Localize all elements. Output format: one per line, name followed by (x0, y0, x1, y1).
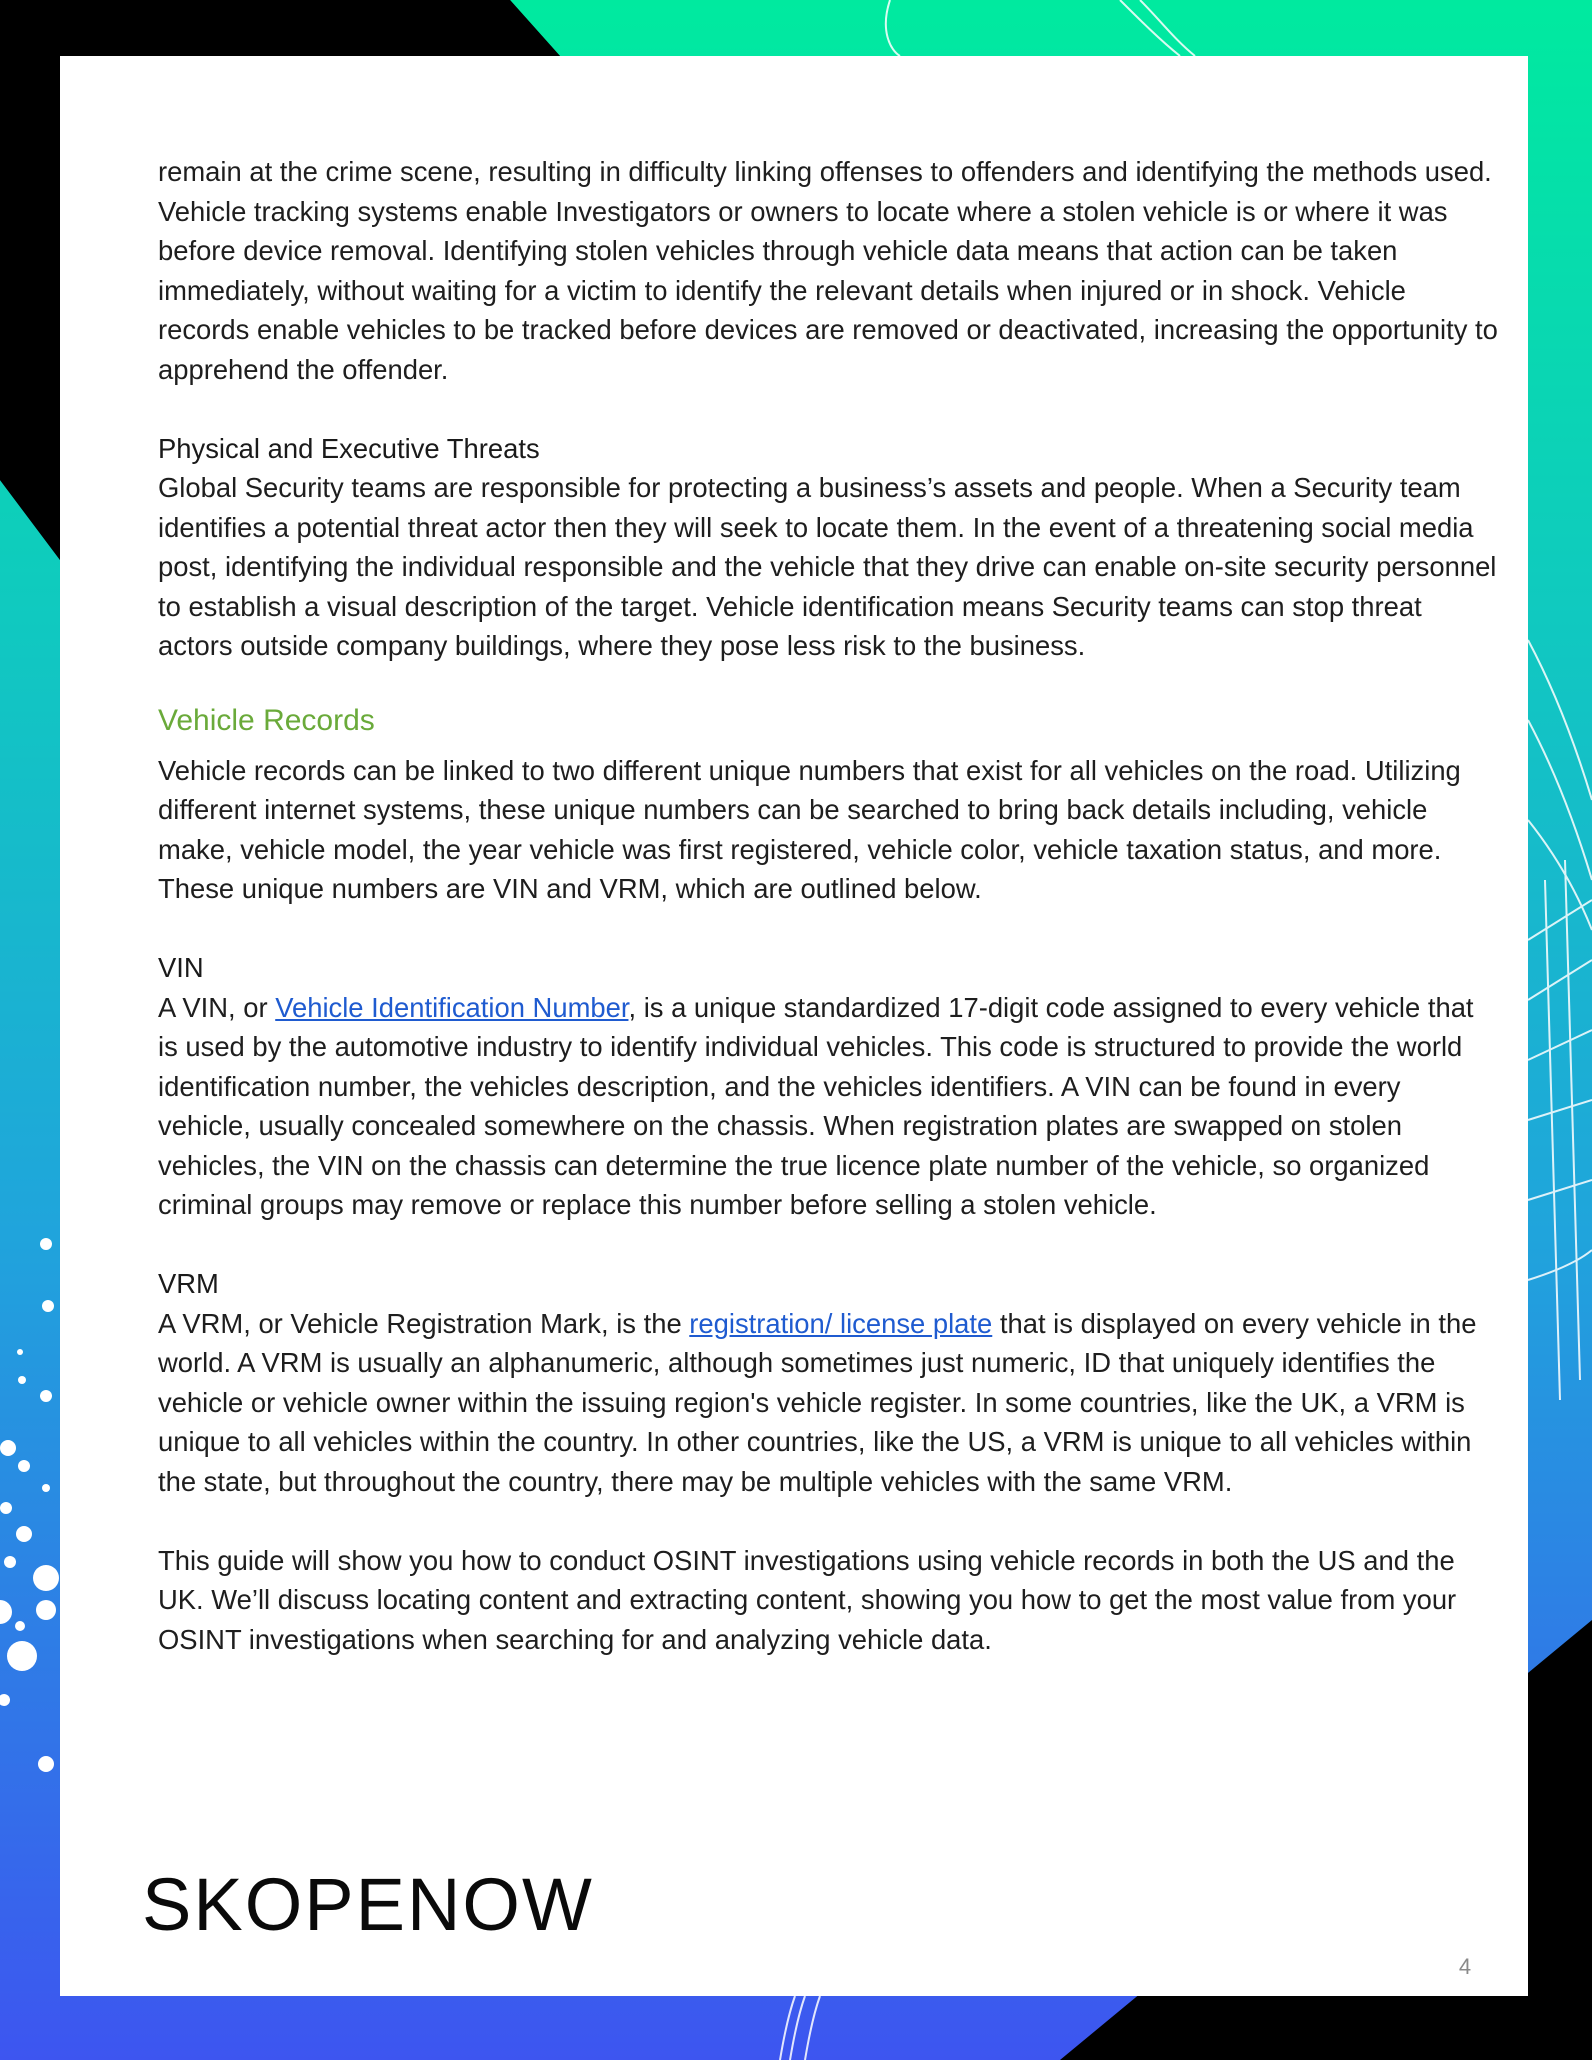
vehicle-records-intro: Vehicle records can be linked to two different unique numbers that exist for all vehicles on the road. Utilizing different internet systems, these unique numbers can be searched to bring back details including, vehicle make, vehicle model, the year vehicle was first registered, vehicle color, vehicle taxation status, and more. These unique numbers are VIN and VRM, which are outlined below. (158, 754, 1461, 904)
vin-prefix: A VIN, or (158, 991, 276, 1023)
vrm-prefix: A VRM, or Vehicle Registration Mark, is the (158, 1307, 690, 1339)
license-plate-link[interactable]: registration/ license plate (689, 1307, 993, 1339)
vrm-body: that is displayed on every vehicle in the world. A VRM is usually an alphanumeric, although sometimes just numeric, ID that uniquely identifies the vehicle or vehicle owner within the issuing region's vehicle register. In some countries, like the UK, a VRM is unique to all vehicles within the country. In other countries, like the US, a VRM is unique to all vehicles within the state, but throughout the country, there may be multiple vehicles with the same VRM. (158, 1307, 1477, 1497)
page-number: 4 (1458, 1954, 1472, 1979)
section-title-vehicle-records: Vehicle Records (158, 703, 375, 737)
vrm-paragraph (158, 1304, 1498, 1502)
closing-paragraph: This guide will show you how to conduct OSINT investigations using vehicle records in both the US and the UK. We’ll discuss locating content and extracting content, showing you how to get the most value from your OSINT investigations when searching for and analyzing vehicle data. (158, 1544, 1457, 1655)
document-page (60, 56, 1528, 1996)
paragraph-crime-scene: remain at the crime scene, resulting in difficulty linking offenses to offenders and identifying the methods used. Vehicle tracking systems enable Investigators or owners to locate where a stolen vehicle is or where it was before device removal. Identifying stolen vehicles through vehicle data means that action can be taken immediately, without waiting for a victim to identify the relevant details when injured or in shock. Vehicle records enable vehicles to be tracked before devices are removed or deactivated, increasing the opportunity to apprehend the offender. (158, 156, 1498, 385)
threats-heading: Physical and Executive Threats (158, 432, 540, 464)
vin-link[interactable]: Vehicle Identification Number (275, 991, 629, 1023)
vrm-heading: VRM (158, 1268, 219, 1299)
document-content (158, 152, 1498, 1659)
vin-heading: VIN (158, 952, 204, 983)
vin-paragraph (158, 988, 1498, 1225)
threats-paragraph: Global Security teams are responsible for protecting a business’s assets and people. When a Security team identifies a potential threat actor then they will seek to locate them. In the event of a threatening social media post, identifying the individual responsible and the vehicle that they drive can enable on-site security personnel to establish a visual description of the target. Vehicle identification means Security teams can stop threat actors outside company buildings, where they pose less risk to the business. (158, 472, 1497, 661)
vin-body: , is a unique standardized 17-digit code assigned to every vehicle that is used by the automotive industry to identify individual vehicles. This code is structured to provide the world identification number, the vehicles description, and the vehicles identifiers. A VIN can be found in every vehicle, usually concealed somewhere on the chassis. When registration plates are swapped on stolen vehicles, the VIN on the chassis can determine the true licence plate number of the vehicle, so organized criminal groups may remove or replace this number before selling a stolen vehicle. (158, 991, 1474, 1220)
skopenow-logo: SKOPENOW (142, 1863, 594, 1946)
